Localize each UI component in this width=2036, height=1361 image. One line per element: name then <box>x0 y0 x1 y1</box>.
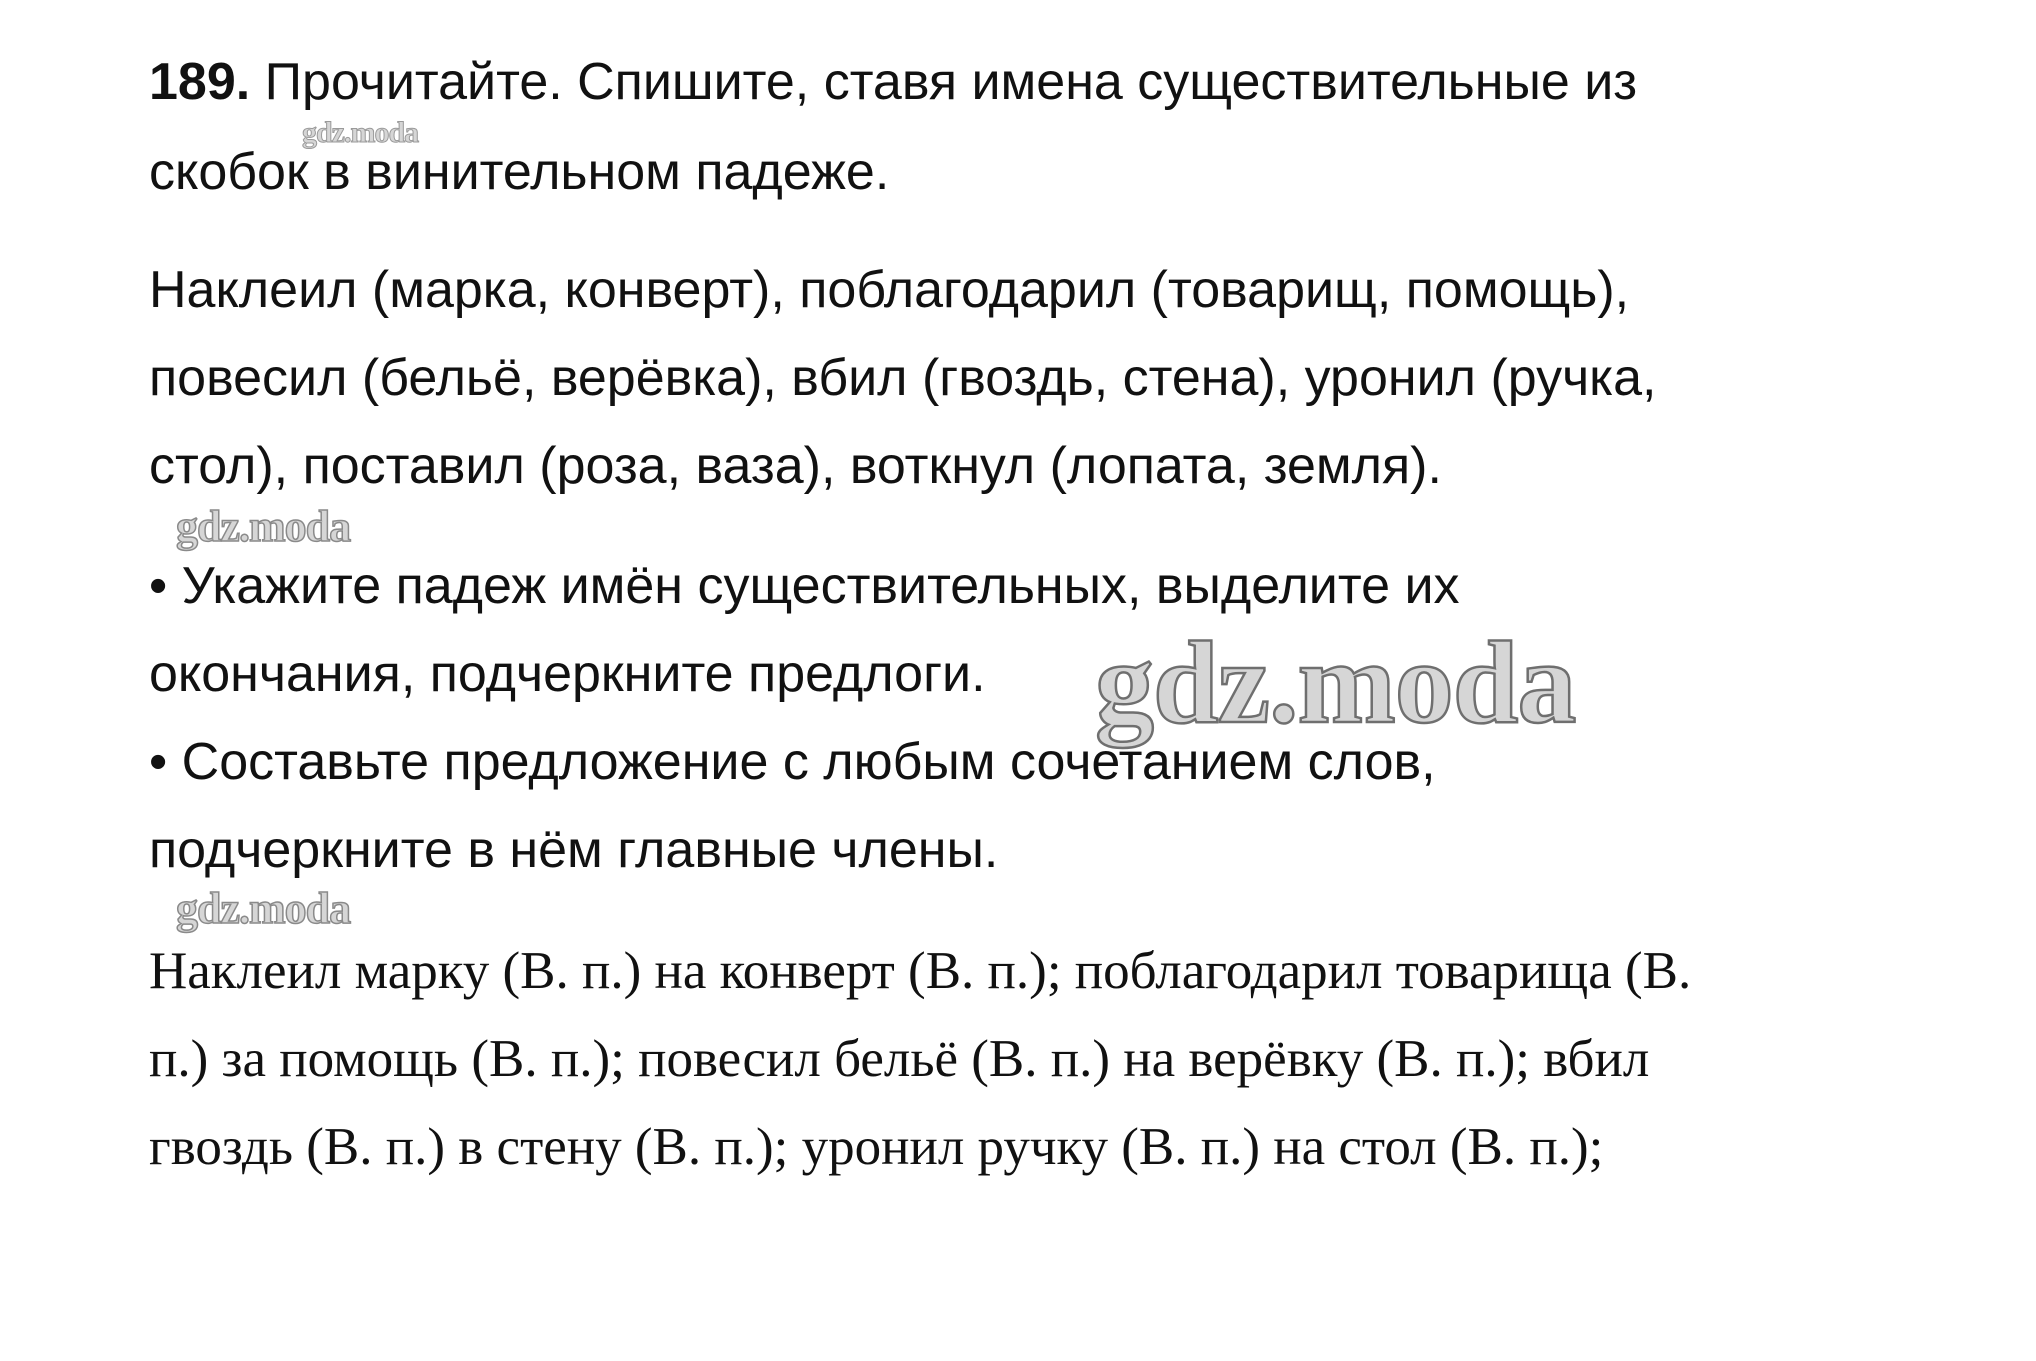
bullet-task-line-3: • Составьте предложение с любым сочетанием слов, <box>149 733 1436 791</box>
watermark-tiny: gdz.moda <box>302 116 419 149</box>
bullet-task-line-1: • Укажите падеж имён существительных, выделите их <box>149 557 1460 615</box>
answer-line-2: п.) за помощь (В. п.); повесил бельё (В. п.) на верёвку (В. п.); вбил <box>149 1030 1650 1088</box>
exercise-line-3: стол), поставил (роза, ваза), воткнул (лопата, земля). <box>149 437 1442 495</box>
exercise-line-1: Наклеил (марка, конверт), поблагодарил (товарищ, помощь), <box>149 261 1630 319</box>
task-instruction-line-2: скобок в винительном падеже. <box>149 143 890 201</box>
watermark-small-2: gdz.moda <box>176 884 351 933</box>
answer-line-1: Наклеил марку (В. п.) на конверт (В. п.); поблагодарил товарища (В. <box>149 942 1692 1000</box>
exercise-line-2: повесил (бельё, верёвка), вбил (гвоздь, стена), уронил (ручка, <box>149 349 1657 407</box>
task-number: 189. <box>149 53 251 111</box>
answer-line-3: гвоздь (В. п.) в стену (В. п.); уронил ручку (В. п.) на стол (В. п.); <box>149 1118 1604 1176</box>
watermark-small-1: gdz.moda <box>176 502 351 551</box>
bullet-task-line-2: окончания, подчеркните предлоги. <box>149 645 986 703</box>
task-instruction-line-1 <box>149 53 1638 111</box>
watermark-big: gdz.moda <box>1095 617 1576 748</box>
bullet-task-line-4: подчеркните в нём главные члены. <box>149 821 999 879</box>
task-instruction-text: Прочитайте. Спишите, ставя имена существительные из <box>264 53 1638 111</box>
